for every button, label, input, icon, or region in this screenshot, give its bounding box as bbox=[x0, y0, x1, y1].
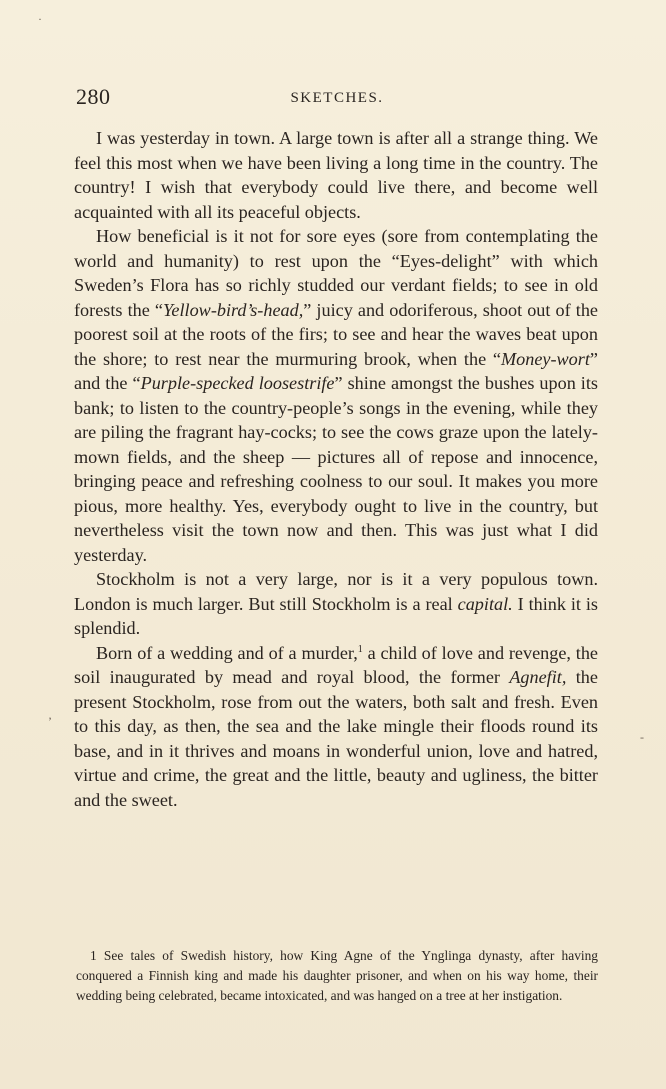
page-number: 280 bbox=[76, 84, 111, 109]
margin-mark-right: - bbox=[640, 730, 644, 744]
page-header bbox=[76, 84, 598, 114]
footnote bbox=[76, 946, 598, 1006]
paragraph-3-part-b: I think it is splendid. bbox=[74, 593, 599, 638]
emphasis-capital: capital. bbox=[457, 593, 513, 614]
paragraph-2 bbox=[74, 224, 598, 567]
plant-name-purple-loosestrife: Purple-specked loosestrife bbox=[140, 373, 335, 393]
footnote-text: See tales of Swedish history, how King Agne of the Ynglinga dynasty, after having conquered a Finnish king and made his daughter prisoner, and when on his way home, their wedding being celebrated, became intoxicated, and was hanged on a tree at her instigation. bbox=[76, 948, 598, 1003]
paragraph-3 bbox=[74, 567, 598, 641]
paragraph-2-part-d: ” shine amongst the bushes upon its bank; to listen to the country-people’s songs in the evening, while they are piling the fragrant hay-cocks; to see the cows graze upon the lately-mown fields, and the sheep — pictures all of repose and innocence, bringing peace and refreshing coolness to our soul. It makes you more pious, more healthy. Yes, everybody ought to live in the country, but nevertheless visit the town now and then. This was just what I did yesterday. bbox=[74, 373, 598, 565]
paragraph-2-part-a: How beneficial is it not for sore eyes (sore from contemplating the world and humanity) to rest upon the “Eyes-delight” with which Sweden’s Flora has so richly studded our verdant fields; to see in old forests the “ bbox=[74, 226, 598, 320]
footnote-paragraph bbox=[76, 946, 598, 1006]
footnote-marker: 1 bbox=[90, 948, 97, 963]
paragraph-4-part-c: the present Stockholm, rose from out the waters, both salt and fresh. Even to this day, as then, the sea and the lake mingle their floods round its base, and in it thrives and moans in wonderful union, love and hatred, virtue and crime, the great and the little, beauty and ugliness, the bitter and the sweet. bbox=[74, 667, 598, 810]
paragraph-4 bbox=[74, 641, 598, 813]
paragraph-2-part-c: ” and the “ bbox=[74, 348, 598, 393]
speck-mark: · bbox=[38, 12, 42, 26]
paragraph-4-part-b: a child of love and revenge, the soil inaugurated by mead and royal blood, the former bbox=[74, 642, 598, 687]
body-text bbox=[74, 126, 598, 812]
margin-mark-left: ’ bbox=[48, 714, 52, 728]
emphasis-agnefit: Agnefit, bbox=[509, 667, 567, 687]
plant-name-money-wort: Money-wort bbox=[501, 348, 590, 369]
plant-name-yellow-birds-head: Yellow-bird’s-head, bbox=[162, 299, 304, 320]
paragraph-2-part-b: ” juicy and odoriferous, shoot out of the poorest soil at the roots of the firs; to see and hear the waves beat upon the shore; to rest near the murmuring brook, when the “ bbox=[74, 299, 598, 369]
running-head: SKETCHES. bbox=[290, 90, 384, 106]
paragraph-3-part-a: Stockholm is not a very large, nor is it a very populous town. London is much larger. But still Stockholm is a real bbox=[74, 569, 598, 614]
paragraph-4-part-a: Born of a wedding and of a murder, bbox=[96, 642, 358, 663]
paragraph-1: I was yesterday in town. A large town is after all a strange thing. We feel this most when we have been living a long time in the country. The country! I wish that everybody could live there, and become well acquainted with all its peaceful objects. bbox=[74, 128, 598, 222]
footnote-reference[interactable]: 1 bbox=[357, 643, 363, 655]
